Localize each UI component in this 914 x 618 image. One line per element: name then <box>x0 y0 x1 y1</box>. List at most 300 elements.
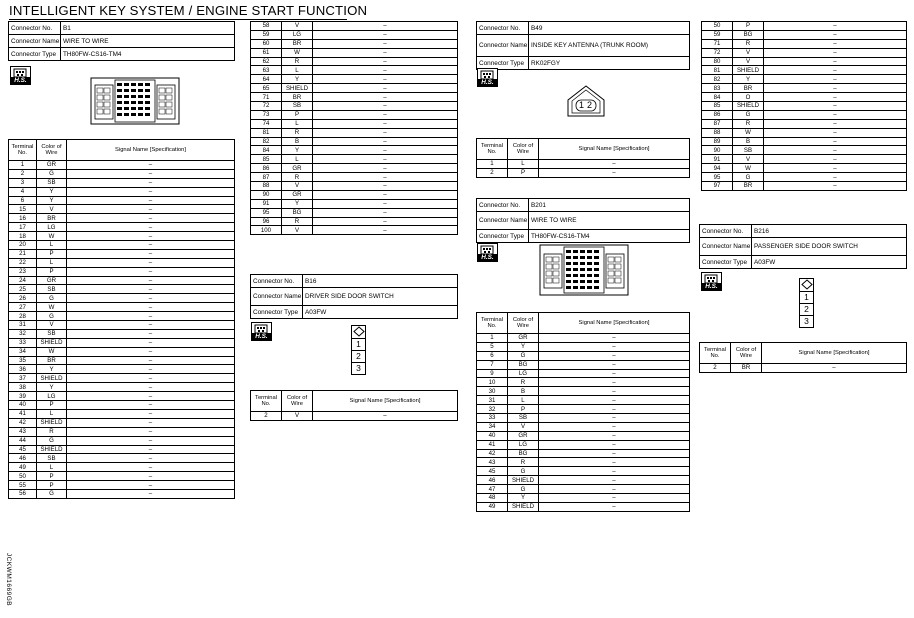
table-row <box>702 48 907 57</box>
wire-color-cell: GR <box>508 334 539 343</box>
table-row <box>9 445 235 454</box>
signal-name-cell: – <box>764 102 907 111</box>
connector-type-label: Connector Type <box>251 306 303 319</box>
wire-color-cell: L <box>282 119 313 128</box>
table-row <box>251 146 458 155</box>
table-row <box>251 182 458 191</box>
wire-color-cell: L <box>508 160 539 169</box>
terminal-no-cell: 65 <box>251 84 282 93</box>
terminal-no-cell: 20 <box>9 241 37 250</box>
connector-name-label: Connector Name <box>477 212 529 230</box>
terminal-no-cell: 37 <box>9 374 37 383</box>
terminal-no-cell: 43 <box>477 458 508 467</box>
connector-no-label: Connector No. <box>251 275 303 288</box>
signal-name-cell: – <box>313 182 458 191</box>
terminal-no-cell: 34 <box>9 347 37 356</box>
wire-color-cell: BR <box>282 93 313 102</box>
terminal-no-cell: 40 <box>477 431 508 440</box>
table-row <box>9 312 235 321</box>
wire-color-cell: Y <box>37 365 67 374</box>
wire-color-cell: SHIELD <box>282 84 313 93</box>
signal-name-cell: – <box>539 502 690 511</box>
terminal-no-cell: 62 <box>251 57 282 66</box>
terminal-no-cell: 82 <box>702 75 733 84</box>
signal-name-cell: – <box>764 48 907 57</box>
wire-color-cell: W <box>37 303 67 312</box>
connector-name-value: WIRE TO WIRE <box>61 35 235 48</box>
signal-name-cell: – <box>67 294 235 303</box>
wire-color-cell: BG <box>508 360 539 369</box>
table-row <box>9 418 235 427</box>
table-row <box>477 494 690 503</box>
table-row <box>9 409 235 418</box>
hs-label: H.S. <box>478 79 497 86</box>
signal-name-cell: – <box>313 57 458 66</box>
terminal-no-cell: 1 <box>477 160 508 169</box>
table-row <box>9 303 235 312</box>
wire-color-header: Color of Wire <box>508 139 539 160</box>
wire-color-cell: L <box>282 66 313 75</box>
table-row <box>251 226 458 235</box>
signal-name-cell: – <box>313 119 458 128</box>
signal-name-cell: – <box>539 168 690 177</box>
wire-color-cell: Y <box>282 146 313 155</box>
wire-color-cell: G <box>508 351 539 360</box>
signal-name-cell: – <box>539 351 690 360</box>
terminal-no-cell: 40 <box>9 401 37 410</box>
table-row <box>702 110 907 119</box>
terminal-no-cell: 71 <box>251 93 282 102</box>
signal-name-cell: – <box>539 342 690 351</box>
connector-no-value: B49 <box>529 22 690 35</box>
signal-name-cell: – <box>313 208 458 217</box>
terminal-no-cell: 48 <box>477 494 508 503</box>
wire-color-cell: BR <box>37 214 67 223</box>
hs-label: H.S. <box>702 283 721 290</box>
signal-name-cell: – <box>313 110 458 119</box>
terminal-no-cell: 91 <box>251 199 282 208</box>
terminal-no-cell: 74 <box>251 119 282 128</box>
connector-name-label: Connector Name <box>477 35 529 57</box>
wire-color-cell: P <box>508 168 539 177</box>
table-row <box>702 128 907 137</box>
terminal-no-cell: 41 <box>477 440 508 449</box>
wire-color-cell: V <box>508 422 539 431</box>
wire-color-cell: Y <box>508 342 539 351</box>
wire-color-cell: L <box>37 241 67 250</box>
table-row <box>251 57 458 66</box>
terminal-no-cell: 34 <box>477 422 508 431</box>
terminal-no-cell: 50 <box>702 22 733 31</box>
table-row <box>251 119 458 128</box>
pin-2: 2 <box>587 100 593 110</box>
terminal-no-cell: 42 <box>477 449 508 458</box>
signal-name-cell: – <box>539 369 690 378</box>
terminal-no-cell: 18 <box>9 232 37 241</box>
terminal-no-cell: 94 <box>702 164 733 173</box>
hs-label: H.S. <box>252 333 271 340</box>
table-row <box>702 84 907 93</box>
table-row <box>9 329 235 338</box>
table-row <box>9 187 235 196</box>
signal-name-cell: – <box>313 93 458 102</box>
table-row <box>9 454 235 463</box>
table-row <box>9 489 235 498</box>
signal-name-header: Signal Name [Specification] <box>539 139 690 160</box>
wire-color-cell: V <box>282 22 313 31</box>
signal-name-cell: – <box>67 472 235 481</box>
wire-color-cell: L <box>37 409 67 418</box>
terminal-no-cell: 90 <box>251 190 282 199</box>
terminal-no-cell: 80 <box>702 57 733 66</box>
table-row <box>702 30 907 39</box>
terminal-no-cell: 87 <box>251 173 282 182</box>
connector-name-label: Connector Name <box>9 35 61 48</box>
signal-name-cell: – <box>67 214 235 223</box>
hs-label: H.S. <box>478 254 497 261</box>
table-row <box>9 481 235 490</box>
terminal-no-cell: 85 <box>702 102 733 111</box>
connector-face-b201-icon <box>539 244 629 296</box>
wire-color-cell: SHIELD <box>508 502 539 511</box>
signal-name-cell: – <box>67 481 235 490</box>
signal-name-cell: – <box>67 321 235 330</box>
signal-name-cell: – <box>67 427 235 436</box>
table-row <box>251 30 458 39</box>
wire-color-cell: LG <box>37 223 67 232</box>
signal-name-cell: – <box>313 217 458 226</box>
terminal-no-cell: 32 <box>9 329 37 338</box>
signal-name-cell: – <box>313 164 458 173</box>
harness-side-badge-b49 <box>477 68 498 87</box>
signal-name-cell: – <box>764 93 907 102</box>
wire-color-cell: L <box>282 155 313 164</box>
terminal-no-cell: 89 <box>702 137 733 146</box>
wire-color-cell: SHIELD <box>37 338 67 347</box>
wire-color-cell: V <box>733 155 764 164</box>
table-row <box>477 168 690 177</box>
signal-name-cell: – <box>313 39 458 48</box>
table-row <box>702 164 907 173</box>
connector-outline-icon <box>566 84 606 118</box>
wire-color-cell: B <box>282 137 313 146</box>
wire-color-cell: SHIELD <box>37 418 67 427</box>
signal-name-cell: – <box>539 405 690 414</box>
signal-name-cell: – <box>67 392 235 401</box>
table-row <box>251 22 458 31</box>
wire-color-cell: SHIELD <box>733 66 764 75</box>
table-row <box>9 214 235 223</box>
wire-color-cell: P <box>37 472 67 481</box>
connector-type-label: Connector Type <box>477 230 529 243</box>
table-row <box>9 436 235 445</box>
terminal-no-cell: 35 <box>9 356 37 365</box>
signal-name-cell: – <box>67 445 235 454</box>
terminal-no-cell: 56 <box>9 489 37 498</box>
terminal-no-cell: 25 <box>9 285 37 294</box>
terminal-table-b201-a <box>476 312 690 512</box>
table-row <box>477 160 690 169</box>
table-row <box>251 75 458 84</box>
wire-color-cell: B <box>508 387 539 396</box>
signal-name-cell: – <box>313 173 458 182</box>
table-row <box>9 392 235 401</box>
connector-info-b201 <box>476 198 690 243</box>
wire-color-cell: P <box>37 401 67 410</box>
connector-info-b216 <box>699 224 907 269</box>
signal-name-cell: – <box>67 418 235 427</box>
signal-name-cell: – <box>67 356 235 365</box>
signal-name-cell: – <box>539 476 690 485</box>
table-row <box>9 258 235 267</box>
wire-color-cell: LG <box>282 30 313 39</box>
terminal-no-cell: 50 <box>9 472 37 481</box>
table-row <box>702 22 907 31</box>
table-row <box>9 232 235 241</box>
table-row <box>477 342 690 351</box>
wire-color-cell: SB <box>37 178 67 187</box>
table-row <box>9 365 235 374</box>
signal-name-cell: – <box>67 365 235 374</box>
wire-color-cell: R <box>282 217 313 226</box>
connector-name-value: WIRE TO WIRE <box>529 212 690 230</box>
connector-no-value: B1 <box>61 22 235 35</box>
table-row <box>477 369 690 378</box>
table-row <box>477 458 690 467</box>
table-row <box>9 347 235 356</box>
table-row <box>702 173 907 182</box>
signal-name-cell: – <box>67 303 235 312</box>
wire-color-cell: W <box>37 232 67 241</box>
terminal-no-cell: 63 <box>251 66 282 75</box>
wire-color-cell: V <box>282 182 313 191</box>
table-row <box>9 205 235 214</box>
connector-no-value: B216 <box>752 225 907 238</box>
table-row <box>477 485 690 494</box>
terminal-no-cell: 61 <box>251 48 282 57</box>
terminal-no-cell: 88 <box>251 182 282 191</box>
terminal-no-cell: 90 <box>702 146 733 155</box>
terminal-no-cell: 86 <box>702 110 733 119</box>
table-row <box>702 66 907 75</box>
terminal-no-cell: 87 <box>702 119 733 128</box>
table-row <box>702 146 907 155</box>
connector-no-label: Connector No. <box>9 22 61 35</box>
signal-name-cell: – <box>67 347 235 356</box>
terminal-no-cell: 38 <box>9 383 37 392</box>
wire-color-cell: P <box>37 481 67 490</box>
signal-name-cell: – <box>313 75 458 84</box>
signal-name-cell: – <box>539 396 690 405</box>
table-row <box>9 463 235 472</box>
wire-color-cell: SB <box>37 329 67 338</box>
terminal-no-header: Terminal No. <box>477 313 508 334</box>
wire-color-cell: G <box>508 467 539 476</box>
signal-name-cell: – <box>764 75 907 84</box>
signal-name-cell: – <box>67 196 235 205</box>
signal-name-cell: – <box>67 161 235 170</box>
wire-color-cell: B <box>733 137 764 146</box>
signal-name-cell: – <box>764 110 907 119</box>
terminal-no-cell: 17 <box>9 223 37 232</box>
connector-type-value: A03FW <box>752 256 907 269</box>
table-row <box>477 414 690 423</box>
table-row <box>251 110 458 119</box>
signal-name-cell: – <box>764 182 907 191</box>
wire-color-cell: BR <box>733 182 764 191</box>
connector-type-value: RK02FGY <box>529 57 690 70</box>
connector-info-b49 <box>476 21 690 70</box>
terminal-no-cell: 95 <box>702 173 733 182</box>
wire-color-cell: Y <box>282 199 313 208</box>
wire-color-cell: G <box>37 294 67 303</box>
wire-color-cell: Y <box>37 383 67 392</box>
signal-name-cell: – <box>539 458 690 467</box>
signal-name-cell: – <box>313 48 458 57</box>
signal-name-cell: – <box>764 146 907 155</box>
wire-color-cell: R <box>282 57 313 66</box>
wire-color-cell: W <box>733 128 764 137</box>
terminal-no-cell: 6 <box>9 196 37 205</box>
table-row <box>251 137 458 146</box>
pin-2: 2 <box>352 350 365 362</box>
terminal-no-cell: 72 <box>702 48 733 57</box>
table-row <box>251 190 458 199</box>
wire-color-cell: GR <box>282 190 313 199</box>
terminal-no-cell: 31 <box>9 321 37 330</box>
terminal-no-cell: 55 <box>9 481 37 490</box>
harness-side-badge-b1 <box>10 66 31 85</box>
wire-color-cell: BR <box>731 364 762 373</box>
terminal-no-cell: 60 <box>251 39 282 48</box>
terminal-no-header: Terminal No. <box>9 140 37 161</box>
connector-name-value: DRIVER SIDE DOOR SWITCH <box>303 288 458 306</box>
connector-no-value: B16 <box>303 275 458 288</box>
signal-name-cell: – <box>67 258 235 267</box>
terminal-no-cell: 82 <box>251 137 282 146</box>
table-row <box>477 440 690 449</box>
wire-color-cell: V <box>37 205 67 214</box>
pin-1: 1 <box>800 291 813 303</box>
terminal-no-header: Terminal No. <box>251 391 282 412</box>
signal-name-cell: – <box>539 414 690 423</box>
table-row <box>9 196 235 205</box>
pin-3: 3 <box>352 362 365 374</box>
connector-name-label: Connector Name <box>251 288 303 306</box>
terminal-no-cell: 81 <box>702 66 733 75</box>
wire-color-cell: L <box>37 463 67 472</box>
connector-name-value: PASSENGER SIDE DOOR SWITCH <box>752 238 907 256</box>
wire-color-cell: GR <box>508 431 539 440</box>
table-row <box>477 351 690 360</box>
wire-color-cell: G <box>37 489 67 498</box>
table-row <box>477 502 690 511</box>
signal-name-cell: – <box>313 128 458 137</box>
wire-color-cell: SB <box>282 102 313 111</box>
table-row <box>9 338 235 347</box>
wire-color-cell: V <box>733 57 764 66</box>
table-row <box>9 169 235 178</box>
wire-color-cell: P <box>37 267 67 276</box>
wire-color-cell: LG <box>37 392 67 401</box>
terminal-no-cell: 1 <box>477 334 508 343</box>
table-row <box>9 161 235 170</box>
terminal-no-cell: 23 <box>9 267 37 276</box>
signal-name-cell: – <box>313 22 458 31</box>
table-row <box>251 412 458 421</box>
wire-color-cell: BG <box>508 449 539 458</box>
wire-color-cell: Y <box>37 196 67 205</box>
signal-name-cell: – <box>764 39 907 48</box>
wire-color-cell: SB <box>733 146 764 155</box>
wire-color-cell: V <box>733 48 764 57</box>
table-row <box>700 364 907 373</box>
terminal-no-cell: 3 <box>9 178 37 187</box>
signal-name-cell: – <box>67 329 235 338</box>
terminal-no-cell: 2 <box>477 168 508 177</box>
terminal-no-cell: 33 <box>477 414 508 423</box>
terminal-no-cell: 45 <box>9 445 37 454</box>
table-row <box>477 378 690 387</box>
terminal-table-b216 <box>699 342 907 373</box>
terminal-table-b49 <box>476 138 690 178</box>
signal-name-cell: – <box>762 364 907 373</box>
signal-name-cell: – <box>539 334 690 343</box>
connector-type-label: Connector Type <box>477 57 529 70</box>
signal-name-cell: – <box>67 312 235 321</box>
table-row <box>702 75 907 84</box>
terminal-table-b1-a <box>8 139 235 499</box>
signal-name-cell: – <box>539 360 690 369</box>
table-row <box>251 173 458 182</box>
wire-color-cell: SB <box>508 414 539 423</box>
wire-color-cell: Y <box>37 187 67 196</box>
wire-color-cell: SHIELD <box>37 374 67 383</box>
wire-color-cell: P <box>508 405 539 414</box>
wire-color-cell: Y <box>282 75 313 84</box>
connector-name-label: Connector Name <box>700 238 752 256</box>
signal-name-cell: – <box>67 463 235 472</box>
wire-color-cell: G <box>37 169 67 178</box>
signal-name-cell: – <box>67 401 235 410</box>
connector-type-label: Connector Type <box>700 256 752 269</box>
table-row <box>9 321 235 330</box>
wire-color-cell: SHIELD <box>508 476 539 485</box>
terminal-no-cell: 88 <box>702 128 733 137</box>
signal-name-cell: – <box>764 30 907 39</box>
wire-color-cell: G <box>37 436 67 445</box>
table-row <box>9 427 235 436</box>
terminal-no-cell: 15 <box>9 205 37 214</box>
hs-label: H.S. <box>11 77 30 84</box>
terminal-no-cell: 49 <box>477 502 508 511</box>
wire-color-cell: W <box>282 48 313 57</box>
terminal-no-cell: 73 <box>251 110 282 119</box>
wire-color-cell: W <box>733 164 764 173</box>
table-row <box>251 84 458 93</box>
pin-1: 1 <box>352 338 365 350</box>
terminal-no-cell: 9 <box>477 369 508 378</box>
signal-name-cell: – <box>67 285 235 294</box>
signal-name-cell: – <box>764 119 907 128</box>
signal-name-cell: – <box>313 66 458 75</box>
terminal-no-cell: 5 <box>477 342 508 351</box>
harness-side-badge-b201 <box>477 243 498 262</box>
signal-name-cell: – <box>313 137 458 146</box>
wire-color-header: Color of Wire <box>282 391 313 412</box>
signal-name-cell: – <box>67 454 235 463</box>
signal-name-cell: – <box>313 84 458 93</box>
